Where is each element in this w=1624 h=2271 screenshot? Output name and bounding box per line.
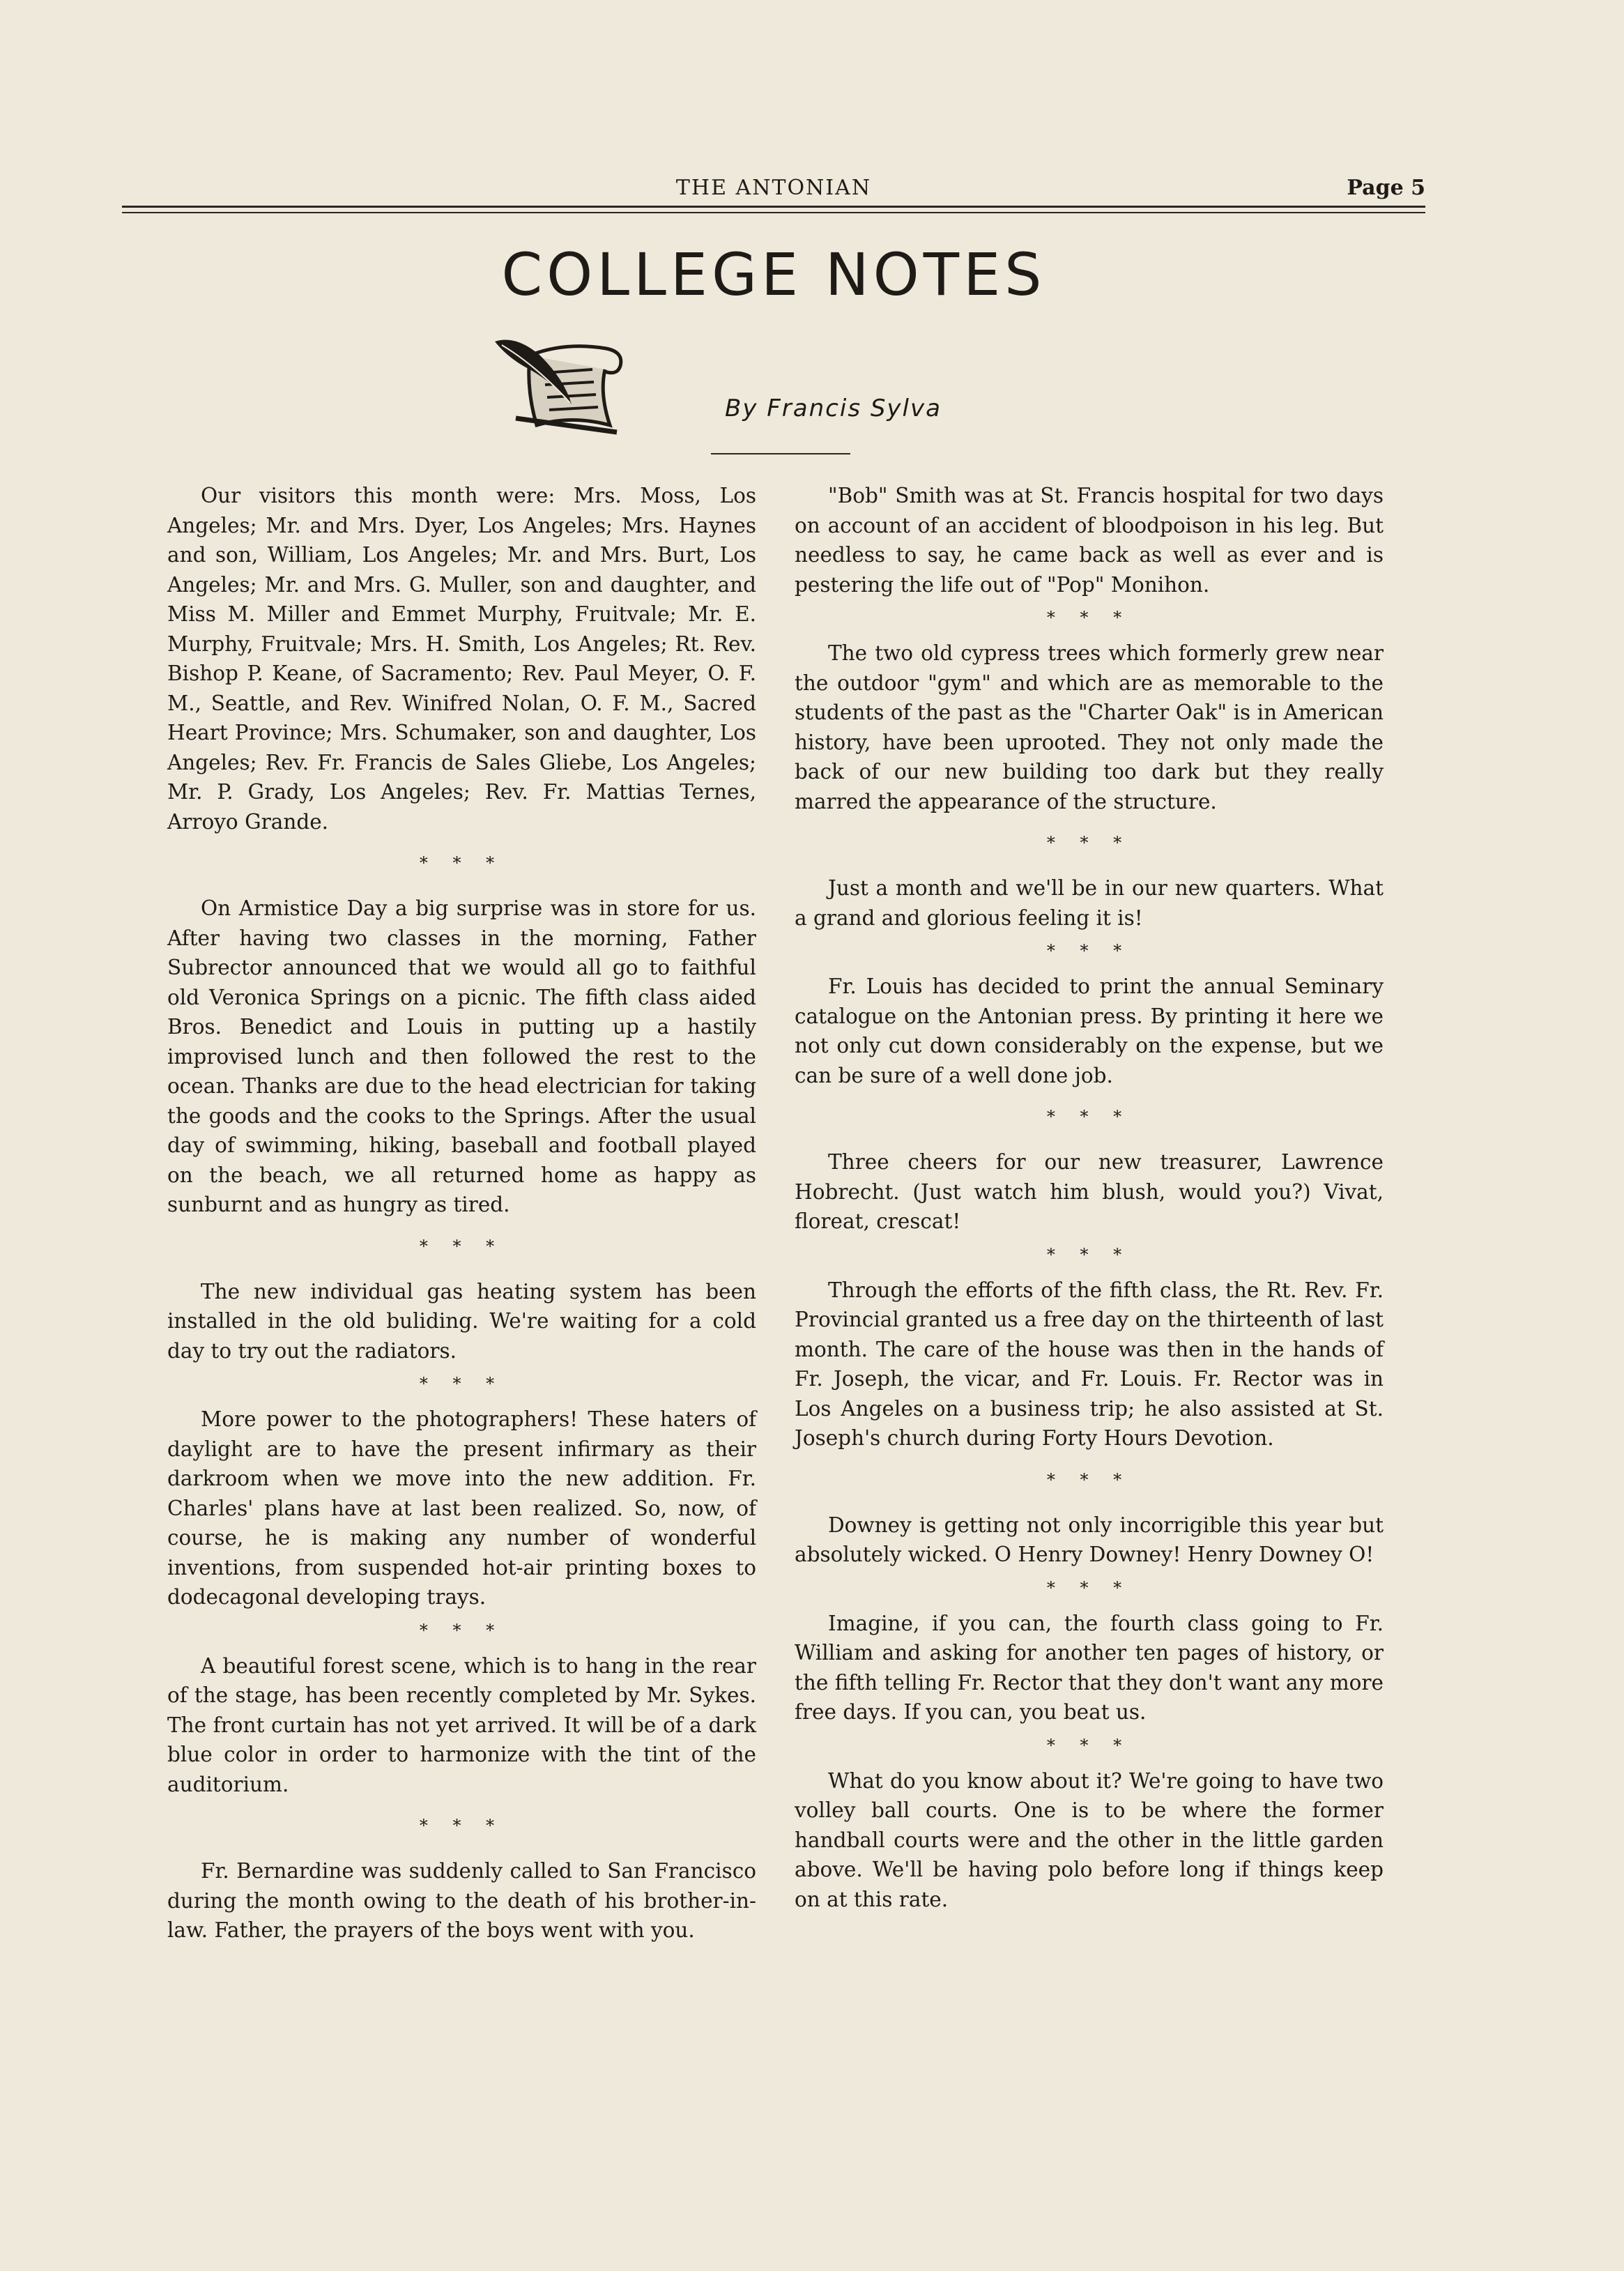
separator: * * *	[419, 1236, 505, 1256]
paragraph: The new individual gas heating system has been installed in the old buliding. We're waiting for a cold day to try out the radiators.	[167, 1279, 756, 1363]
separator: * * *	[1046, 608, 1132, 627]
section-title: COLLEGE NOTES	[501, 240, 1046, 309]
paragraph: Our visitors this month were: Mrs. Moss, Los Angeles; Mr. and Mrs. Dyer, Los Angeles; Mrs. Haynes and son, William, Los Angeles; Mr. and Mrs. Burt, Los Angeles; Mr. and Mrs. G. Muller, son and daughter, and Miss M. Miller and Emmet Murphy, Fruitvale; Mr. E. Murphy, Fruitvale; Mrs. H. Smith, Los Angeles; Rt. Rev. Bishop P. Keane, of Sacramento; Rev. Paul Meyer, O. F. M., Seattle, and Rev. Winifred Nolan, O. F. M., Sacred Heart Province; Mrs. Schumaker, son and daughter, Los Angeles; Rev. Fr. Francis de Sales Gliebe, Los Angeles; Mr. P. Grady, Los Angeles; Rev. Fr. Mattias Ternes, Arroyo Grande.	[167, 484, 756, 834]
right-column	[795, 481, 1384, 1914]
header-rule-bottom	[122, 212, 1425, 213]
paragraph: On Armistice Day a big surprise was in store for us. After having two classes in the morning, Father Subrector announced that we would all go to faithful old Veronica Springs on a picnic. The fifth class aided Bros. Benedict and Louis in putting up a hastily improvised lunch and then followed the rest to the ocean. Thanks are due to the head electrician for taking the goods and the cooks to the Springs. After the usual day of swimming, hiking, baseball and football played on the beach, we all returned home as happy as sunburnt and as hungry as tired.	[167, 896, 756, 1216]
separator: * * *	[419, 1374, 505, 1393]
paragraph: Just a month and we'll be in our new quarters. What a grand and glorious feeling it is!	[795, 876, 1384, 930]
paragraph: Fr. Bernardine was suddenly called to San Francisco during the month owing to the death of his brother-in-law. Father, the prayers of the boys went with you.	[167, 1859, 756, 1942]
header-rule-top	[122, 206, 1425, 208]
paragraph: The two old cypress trees which formerly grew near the outdoor "gym" and which are as memorable to the students of the past as the "Charter Oak" is in American history, have been uprooted. They not only made the back of our new building too dark but they really marred the appearance of the structure.	[795, 641, 1384, 813]
paragraph: Three cheers for our new treasurer, Lawrence Hobrecht. (Just watch him blush, would you?) Vivat, floreat, crescat!	[795, 1150, 1384, 1233]
separator: * * *	[1046, 1469, 1132, 1490]
quill-scroll-ornament-icon	[488, 328, 634, 439]
publication-title: THE ANTONIAN	[675, 176, 872, 200]
byline: By Francis Sylva	[725, 395, 942, 422]
separator: * * *	[1046, 1244, 1132, 1264]
separator: * * *	[419, 1620, 505, 1640]
separator: * * *	[1046, 1735, 1132, 1755]
byline-rule	[711, 453, 850, 454]
paragraph: What do you know about it? We're going to have two volley ball courts. One is to be where the former handball courts were and the other in the little garden above. We'll be having polo before long if things keep on at this rate.	[795, 1768, 1384, 1911]
separator: * * *	[1046, 1107, 1132, 1126]
separator: * * *	[1046, 1577, 1132, 1598]
paragraph: "Bob" Smith was at St. Francis hospital for two days on account of an accident of bloodpoison in his leg. But needless to say, he came back as well as ever and is pestering the life out of "Pop" Monihon.	[795, 484, 1384, 597]
paragraph: A beautiful forest scene, which is to hang in the rear of the stage, has been recently completed by Mr. Sykes. The front curtain has not yet arrived. It will be of a dark blue color in order to harmonize with the tint of the auditorium.	[167, 1653, 756, 1796]
separator: * * *	[419, 1816, 505, 1835]
paragraph: More power to the photographers! These haters of daylight are to have the present infirmary as their darkroom when we move into the new addition. Fr. Charles' plans have at last been realized. So, now, of course, he is making any number of wonderful inventions, from suspended hot-air printing boxes to dodecagonal developing trays.	[167, 1407, 756, 1609]
paragraph: Through the efforts of the fifth class, the Rt. Rev. Fr. Provincial granted us a free day on the thirteenth of last month. The care of the house was then in the hands of Fr. Joseph, the vicar, and Fr. Louis. Fr. Rector was in Los Angeles on a business trip; he also assisted at St. Joseph's church during Forty Hours Devotion.	[795, 1278, 1384, 1450]
paragraph: Downey is getting not only incorrigible this year but absolutely wicked. O Henry Downey! Henry Downey O!	[795, 1513, 1384, 1566]
page-number: Page 5	[1347, 176, 1425, 200]
paragraph: Fr. Louis has decided to print the annual Seminary catalogue on the Antonian press. By printing it here we not only cut down considerably on the expense, but we can be sure of a well done job.	[795, 974, 1384, 1087]
paragraph: Imagine, if you can, the fourth class going to Fr. William and asking for another ten pages of history, or the fifth telling Fr. Rector that they don't want any more free days. If you can, you beat us.	[795, 1611, 1384, 1724]
separator: * * *	[1046, 833, 1132, 852]
separator: * * *	[419, 853, 505, 873]
left-column	[167, 481, 756, 1945]
separator: * * *	[1046, 941, 1132, 961]
